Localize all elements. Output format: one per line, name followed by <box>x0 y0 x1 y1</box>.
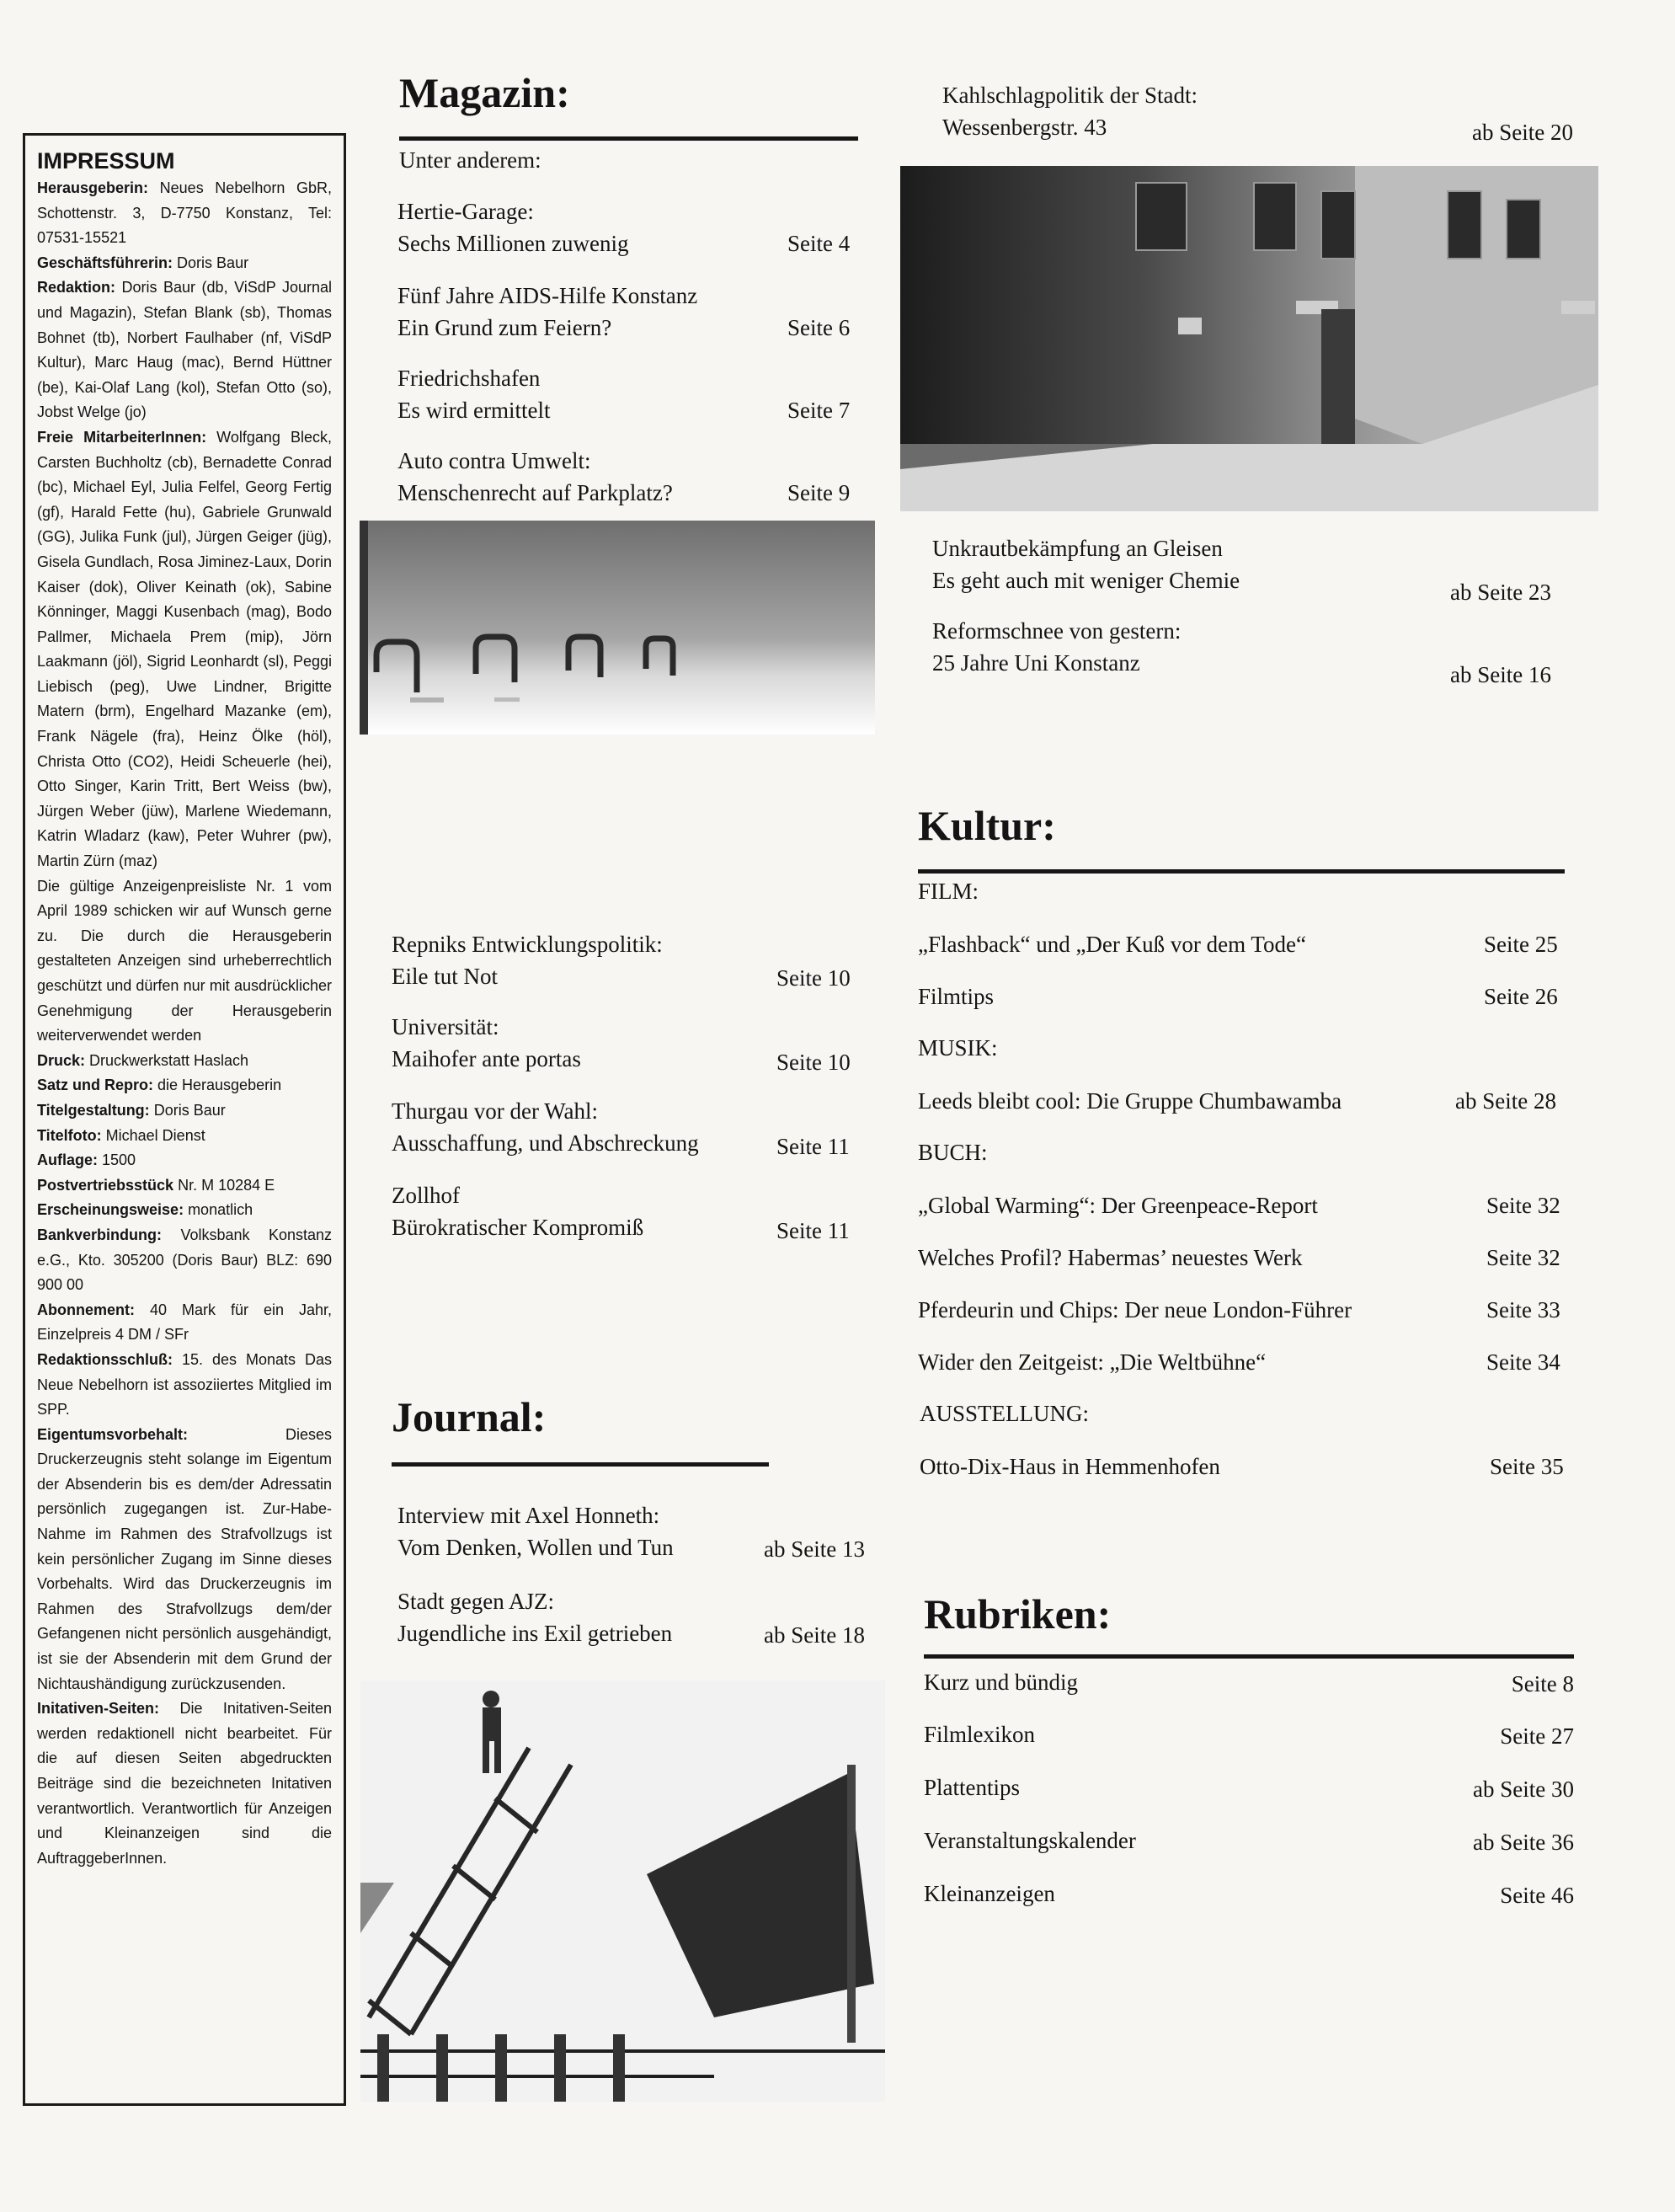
impressum-text: 40 Mark für ein Jahr, Einzelpreis 4 DM / SFr <box>37 1301 332 1344</box>
entry-page: ab Seite 36 <box>1473 1830 1574 1855</box>
impressum-text: Michael Dienst <box>101 1126 205 1144</box>
entry-page: ab Seite 16 <box>1450 662 1551 687</box>
toc-entry[interactable] <box>397 445 673 509</box>
impressum-label: Eigentumsvorbehalt: <box>37 1425 189 1443</box>
entry-page: Seite 9 <box>787 480 851 505</box>
toc-item[interactable]: „Global Warming“: Der Greenpeace-Report <box>918 1193 1318 1218</box>
impressum-paragraph <box>37 874 332 1049</box>
kultur-rule <box>918 869 1565 874</box>
impressum-text: Doris Baur (db, ViSdP Journal und Magazin), Stefan Blank (sb), Thomas Bohnet (tb), Norbert Faulhaber (nf, ViSdP Kultur), Marc Haug (mac), Bernd Hüttner (be), Kai-Olaf Lang (kol), Stefan Otto (so), Jobst Welge (jo) <box>37 279 332 421</box>
entry-page: Seite 7 <box>787 398 851 423</box>
entry-page: ab Seite 30 <box>1473 1777 1574 1802</box>
entry-title: Interview mit Axel Honneth: <box>397 1503 660 1528</box>
entry-title: Unkrautbekämpfung an Gleisen <box>932 536 1223 561</box>
entry-page: Seite 25 <box>1484 932 1558 957</box>
entry-title: Repniks Entwicklungspolitik: <box>392 932 663 957</box>
rubriken-rule <box>924 1654 1574 1659</box>
entry-page: Seite 32 <box>1486 1245 1560 1270</box>
photo-stairs-flag <box>360 1680 885 2102</box>
impressum-label: Bankverbindung: <box>37 1226 163 1243</box>
journal-title: Journal: <box>392 1393 547 1440</box>
entry-page: Seite 11 <box>776 1218 850 1243</box>
toc-entry[interactable] <box>397 1585 672 1649</box>
impressum-paragraph <box>37 1124 332 1149</box>
toc-item[interactable]: Filmlexikon <box>924 1722 1036 1747</box>
impressum-label: Erscheinungsweise: <box>37 1201 184 1219</box>
magazin-intro: Unter anderem: <box>399 147 541 173</box>
entry-title: Fünf Jahre AIDS-Hilfe Konstanz <box>397 283 698 308</box>
impressum-paragraph <box>37 1348 332 1423</box>
impressum-paragraph <box>37 1696 332 1871</box>
magazin-rule <box>399 136 858 141</box>
impressum-text: Neues Nebelhorn GbR, Schottenstr. 3, D-7750 Konstanz, Tel: 07531-15521 <box>37 179 332 247</box>
toc-entry[interactable] <box>392 928 663 992</box>
impressum-paragraph <box>37 1423 332 1697</box>
entry-subtitle: Sechs Millionen zuwenig <box>397 231 629 256</box>
rubriken-title: Rubriken: <box>924 1590 1112 1638</box>
impressum-label: Abonnement: <box>37 1301 135 1318</box>
entry-page: ab Seite 13 <box>764 1536 865 1562</box>
toc-entry[interactable] <box>932 615 1181 679</box>
entry-subtitle: Eile tut Not <box>392 964 498 989</box>
impressum-label: Initativen-Seiten: <box>37 1700 160 1718</box>
entry-page: Seite 10 <box>776 1050 851 1075</box>
kultur-header <box>918 802 1565 874</box>
impressum-body <box>37 176 332 1871</box>
entry-subtitle: Wessenbergstr. 43 <box>942 115 1107 140</box>
entry-title: Thurgau vor der Wahl: <box>392 1098 599 1124</box>
toc-item[interactable]: Kurz und bündig <box>924 1670 1078 1695</box>
entry-subtitle: Vom Denken, Wollen und Tun <box>397 1535 674 1560</box>
impressum-text: Volksbank Konstanz e.G., Kto. 305200 (Doris Baur) BLZ: 690 900 00 <box>37 1226 332 1294</box>
entry-page: Seite 4 <box>787 231 851 256</box>
entry-title: Zollhof <box>392 1183 460 1208</box>
entry-subtitle: Ausschaffung, und Abschreckung <box>392 1130 699 1156</box>
photo-parking-bollards <box>360 521 875 735</box>
entry-page: Seite 33 <box>1486 1297 1560 1322</box>
journal-rule <box>392 1462 769 1467</box>
entry-title: Auto contra Umwelt: <box>397 448 591 473</box>
photo-building-corner <box>900 166 1598 511</box>
impressum-box <box>23 133 346 2106</box>
toc-entry[interactable] <box>397 1499 674 1563</box>
toc-item[interactable]: Leeds bleibt cool: Die Gruppe Chumbawamba <box>918 1088 1342 1114</box>
entry-subtitle: Es geht auch mit weniger Chemie <box>932 568 1240 593</box>
entry-subtitle: Jugendliche ins Exil getrieben <box>397 1621 673 1646</box>
impressum-label: Freie MitarbeiterInnen: <box>37 428 207 446</box>
ausstellung-heading: AUSSTELLUNG: <box>920 1401 1089 1426</box>
impressum-text: 1500 <box>98 1151 136 1169</box>
magazin-header <box>399 69 858 141</box>
entry-page: ab Seite 23 <box>1450 580 1551 605</box>
impressum-label: Titelgestaltung: <box>37 1101 150 1119</box>
impressum-text: Doris Baur <box>173 254 249 271</box>
toc-item[interactable]: Wider den Zeitgeist: „Die Weltbühne“ <box>918 1349 1267 1375</box>
buch-heading: BUCH: <box>918 1140 988 1165</box>
toc-entry[interactable] <box>397 195 628 259</box>
impressum-paragraph <box>37 1073 332 1098</box>
toc-item[interactable]: Veranstaltungskalender <box>924 1828 1136 1853</box>
musik-heading: MUSIK: <box>918 1035 998 1061</box>
journal-header <box>392 1393 769 1467</box>
rubriken-header <box>924 1590 1574 1659</box>
impressum-paragraph <box>37 1298 332 1348</box>
toc-item[interactable]: Pferdeurin und Chips: Der neue London-Führer <box>918 1297 1352 1322</box>
entry-title: Universität: <box>392 1014 499 1039</box>
toc-entry[interactable] <box>392 1179 643 1243</box>
impressum-label: Druck: <box>37 1051 86 1069</box>
toc-item[interactable]: Welches Profil? Habermas’ neuestes Werk <box>918 1245 1303 1270</box>
toc-entry[interactable] <box>397 362 550 426</box>
film-heading: FILM: <box>918 879 979 904</box>
entry-title: Kahlschlagpolitik der Stadt: <box>942 83 1198 108</box>
impressum-label: Redaktion: <box>37 279 116 297</box>
entry-page: Seite 46 <box>1500 1883 1574 1908</box>
impressum-text: Druckwerkstatt Haslach <box>85 1051 249 1069</box>
entry-page: Seite 10 <box>776 965 851 991</box>
impressum-paragraph <box>37 1173 332 1199</box>
entry-page: ab Seite 20 <box>1472 120 1573 145</box>
entry-title: Reformschnee von gestern: <box>932 618 1182 644</box>
impressum-paragraph <box>37 1198 332 1223</box>
impressum-paragraph <box>37 1148 332 1173</box>
entry-page: ab Seite 18 <box>764 1622 865 1648</box>
toc-entry[interactable] <box>942 79 1198 143</box>
entry-subtitle: Es wird ermittelt <box>397 398 551 423</box>
toc-item[interactable]: „Flashback“ und „Der Kuß vor dem Tode“ <box>918 932 1306 957</box>
entry-page: Seite 11 <box>776 1134 850 1159</box>
impressum-title: IMPRESSUM <box>37 148 175 174</box>
impressum-text: Nr. M 10284 E <box>173 1176 275 1194</box>
impressum-paragraph <box>37 1223 332 1298</box>
entry-subtitle: 25 Jahre Uni Konstanz <box>932 650 1140 676</box>
impressum-text: Wolfgang Bleck, Carsten Buchholtz (cb), Bernadette Conrad (bc), Michael Eyl, Julia Felfel, Georg Fertig (gf), Harald Fette (hu), Gabriele Grunwald (GG), Julika Funk (jul), Jürgen Geiger (jüg), Gisela Gundlach, Rosa Jiminez-Laux, Dorin Kaiser (dok), Oliver Keinath (ok), Sabine Könninger, Maggi Kusenbach (mag), Bodo Pallmer, Michaela Prem (mip), Jörn Laakmann (jöl), Sigrid Leonhardt (sl), Peggi Liebisch (peg), Uwe Lindner, Brigitte Matern (brm), Engelhard Mazanke (em), Frank Nägele (fra), Heinz Ölke (höl), Christa Otto (CO2), Heidi Scheuerle (hei), Otto Singer, Karin Tritt, Bert Weiss (bw), Jürgen Weber (jüw), Marlene Wiedemann, Katrin Wladarz (kaw), Peter Wuhrer (pw), Martin Zürn (maz) <box>37 428 332 870</box>
impressum-paragraph <box>37 251 332 276</box>
toc-item[interactable]: Filmtips <box>918 984 995 1009</box>
entry-title: Stadt gegen AJZ: <box>397 1589 554 1614</box>
entry-subtitle: Ein Grund zum Feiern? <box>397 315 612 340</box>
impressum-label: Redaktionsschluß: <box>37 1350 173 1368</box>
entry-page: Seite 26 <box>1484 984 1558 1009</box>
entry-page: Seite 8 <box>1511 1671 1574 1696</box>
impressum-text: Die gültige Anzeigenpreisliste Nr. 1 vom April 1989 schicken wir auf Wunsch gerne zu. Die durch die Herausgeberin gestalteten Anzeigen sind urheberrechtlich geschützt und dürfen nur mit ausdrücklicher Genehmigung der Herausgeberin weiterverwendet werden <box>37 877 332 1045</box>
toc-item[interactable]: Plattentips <box>924 1775 1020 1800</box>
impressum-text: 15. des Monats Das Neue Nebelhorn ist assoziiertes Mitglied im SPP. <box>37 1350 332 1419</box>
entry-subtitle: Maihofer ante portas <box>392 1046 581 1071</box>
toc-entry[interactable] <box>397 280 697 344</box>
entry-subtitle: Menschenrecht auf Parkplatz? <box>397 480 673 505</box>
impressum-paragraph <box>37 1049 332 1074</box>
entry-title: Hertie-Garage: <box>397 199 534 224</box>
impressum-text: monatlich <box>184 1201 253 1219</box>
impressum-text: Doris Baur <box>149 1101 226 1119</box>
toc-entry[interactable] <box>392 1011 581 1075</box>
impressum-label: Herausgeberin: <box>37 179 149 196</box>
entry-page: Seite 35 <box>1490 1454 1564 1479</box>
impressum-label: Auflage: <box>37 1151 98 1169</box>
entry-page: Seite 34 <box>1486 1349 1560 1375</box>
entry-page: Seite 6 <box>787 315 851 340</box>
impressum-paragraph <box>37 425 332 874</box>
entry-subtitle: Bürokratischer Kompromiß <box>392 1215 644 1240</box>
impressum-label: Satz und Repro: <box>37 1077 153 1094</box>
kultur-title: Kultur: <box>918 802 1056 849</box>
impressum-paragraph <box>37 176 332 251</box>
entry-page: Seite 32 <box>1486 1193 1560 1218</box>
impressum-paragraph <box>37 275 332 425</box>
impressum-text: Dieses Druckerzeugnis steht solange im Eigentum der Absenderin bis es dem/der Adressatin persönlich zugegangen ist. Zur-Habe-Nahme im Rahmen des Strafvollzugs ist kein persönlicher Zugang im Sinne dieses Vorbehalts. Wird das Druckerzeugnis im Rahmen des Strafvollzugs dem/der Gefangenen nicht persönlich ausgehändigt, ist sie der Absenderin mit dem Grund der Nichtaushändigung zurückzusenden. <box>37 1425 332 1692</box>
impressum-label: Titelfoto: <box>37 1126 102 1144</box>
impressum-paragraph <box>37 1098 332 1124</box>
toc-item[interactable]: Kleinanzeigen <box>924 1881 1055 1906</box>
entry-page: ab Seite 28 <box>1455 1088 1556 1114</box>
entry-title: Friedrichshafen <box>397 366 541 391</box>
impressum-label: Geschäftsführerin: <box>37 254 173 271</box>
impressum-text: die Herausgeberin <box>153 1077 282 1094</box>
toc-entry[interactable] <box>932 532 1240 596</box>
impressum-text: Die Initativen-Seiten werden redaktionell nicht bearbeitet. Für die auf diesen Seiten abgedruckten Beiträge sind die bezeichneten Initativen verantwortlich. Verantwortlich für Anzeigen und Kleinanzeigen sind die AuftraggeberInnen. <box>37 1700 332 1867</box>
toc-item[interactable]: Otto-Dix-Haus in Hemmenhofen <box>920 1454 1220 1479</box>
toc-entry[interactable] <box>392 1095 699 1159</box>
impressum-label: Postvertriebsstück <box>37 1176 174 1194</box>
magazin-title: Magazin: <box>399 69 570 116</box>
entry-page: Seite 27 <box>1500 1723 1574 1749</box>
